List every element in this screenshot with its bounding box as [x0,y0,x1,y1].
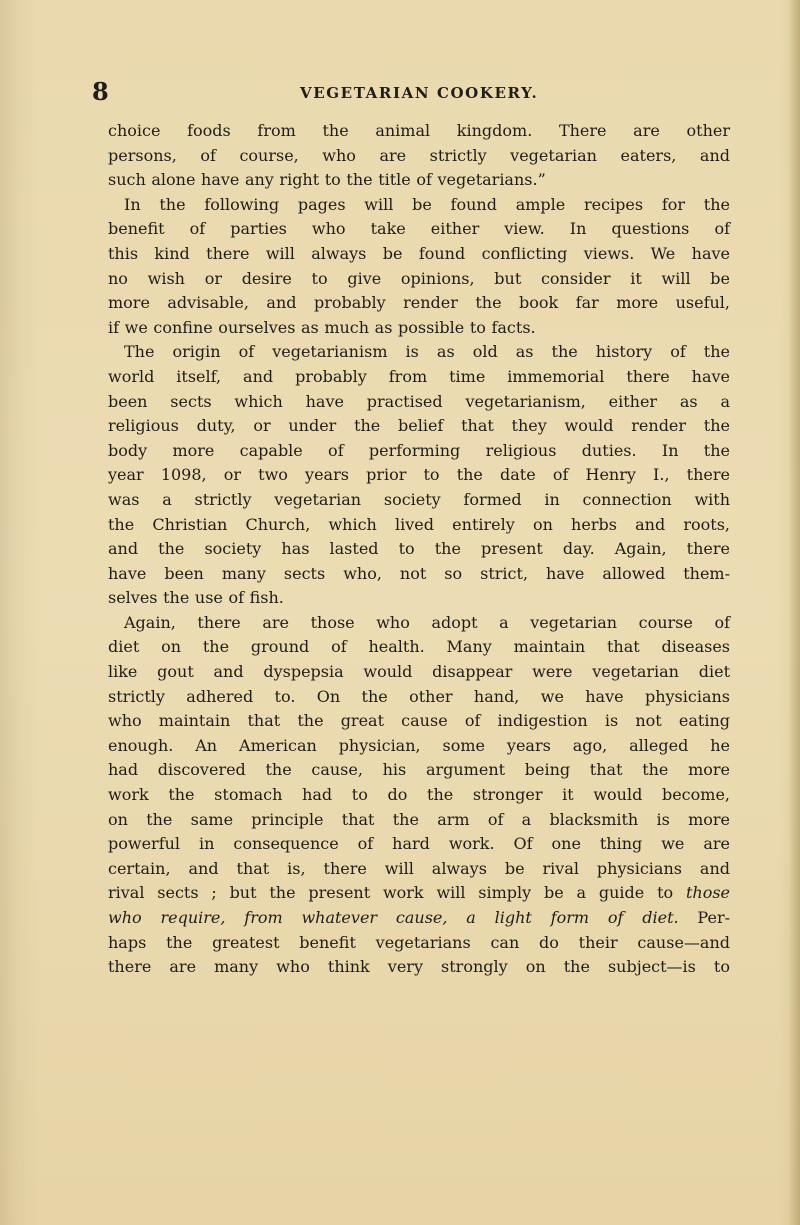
page-number: 8 [92,77,109,106]
text-line: this kind there will always be found conflicting views. We have [108,243,730,263]
page-edge-shadow [790,0,800,1225]
text-line: Again, there are those who adopt a vegetarian course of [124,612,730,632]
text-run: Per- [678,908,731,927]
text-line: year 1098, or two years prior to the date of Henry I., there [108,465,730,485]
body-text [108,119,730,980]
text-line: had discovered the cause, his argument being that the more [108,760,730,780]
text-line-mixed [108,906,730,931]
text-line: and the society has lasted to the present day. Again, there [108,539,730,559]
text-line: no wish or desire to give opinions, but consider it will be [108,268,730,288]
text-line: diet on the ground of health. Many maintain that diseases [108,637,730,657]
text-line: been sects which have practised vegetarianism, either as a [108,391,730,411]
text-line: there are many who think very strongly on the subject—is to [108,957,730,977]
running-head: VEGETARIAN COOKERY. [300,84,539,102]
text-line: body more capable of performing religious duties. In the [108,440,730,460]
text-line: strictly adhered to. On the other hand, we have physicians [108,686,730,706]
italic-run: who require, from whatever cause, a light form of diet. [108,908,679,927]
text-line: The origin of vegetarianism is as old as the history of the [124,342,730,362]
text-line: haps the greatest benefit vegetarians can do their cause—and [108,932,730,952]
text-line: have been many sects who, not so strict, have allowed them- [108,563,730,583]
text-line: world itself, and probably from time immemorial there have [108,366,730,386]
text-line-mixed [108,881,730,906]
text-line: more advisable, and probably render the book far more useful, [108,293,730,313]
text-line: certain, and that is, there will always be rival physicians and [108,858,730,878]
text-line: if we confine ourselves as much as possible to facts. [108,317,536,337]
text-line: powerful in consequence of hard work. Of one thing we are [108,834,730,854]
text-line: religious duty, or under the belief that they would render the [108,416,730,436]
text-line: work the stomach had to do the stronger it would become, [108,785,730,805]
text-line: benefit of parties who take either view. In questions of [108,219,730,239]
text-line: In the following pages will be found ample recipes for the [124,194,730,214]
text-run: rival sects ; but the present work will simply be a guide to [108,883,686,903]
text-line: persons, of course, who are strictly vegetarian eaters, and [108,145,730,165]
text-line: selves the use of fish. [108,588,284,608]
text-line: such alone have any right to the title of vegetarians.” [108,170,546,190]
text-line: on the same principle that the arm of a blacksmith is more [108,809,730,829]
text-line: choice foods from the animal kingdom. There are other [108,121,730,140]
text-line: was a strictly vegetarian society formed in connection with [108,489,730,509]
italic-run: those [685,883,730,903]
text-line: the Christian Church, which lived entirely on herbs and roots, [108,514,730,534]
text-line: enough. An American physician, some years ago, alleged he [108,735,730,755]
text-line: like gout and dyspepsia would disappear were vegetarian diet [108,662,730,682]
text-line: who maintain that the great cause of indigestion is not eating [108,711,730,731]
